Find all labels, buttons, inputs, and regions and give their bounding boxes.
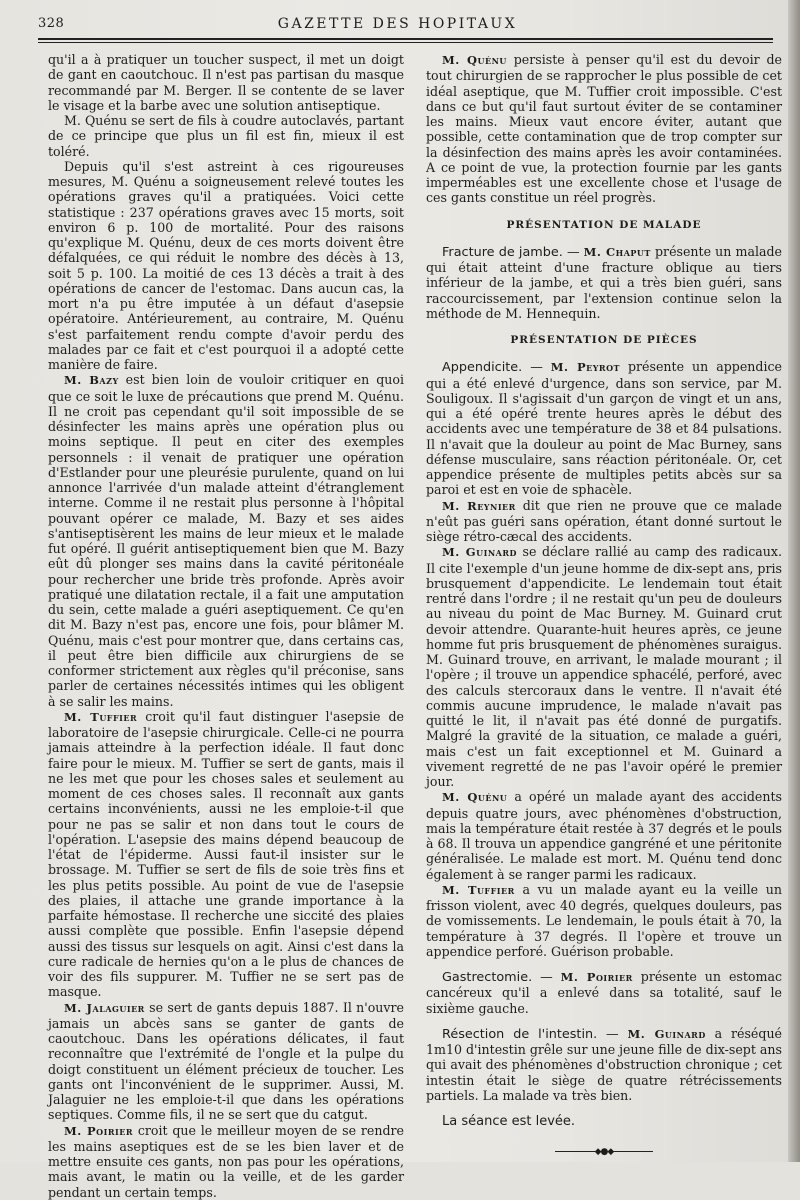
speaker-name: M. Tuffier: [64, 709, 138, 724]
journal-title: GAZETTE DES HOPITAUX: [277, 16, 518, 32]
run-in-title: Gastrectomie.: [442, 970, 533, 985]
paragraph: M. Jalaguier se sert de gants depuis 1887. Il n'ouvre jamais un abcès sans se ganter de gants de caoutchouc. Dans les opérations délicates, il faut reconnaître que l'extrémité de l'ongle et la pulpe du doigt constituent un élément précieux de toucher. Les gants ont l'inconvénient de le supprimer. Aussi, M. Jalaguier ne les emploie-t-il que dans les opérations septiques. Comme fils, il ne se sert que du catgut.: [48, 999, 405, 1123]
speaker-name: M. Quénu: [442, 790, 508, 805]
section-heading: PRÉSENTATION DE PIÈCES: [510, 334, 698, 346]
paragraph: Appendicite. — M. Peyrot présente un appendice qui a été enlevé d'urgence, dans son service, par M. Souligoux. Il s'agissait d'un garçon de vingt et un ans, qui a été opéré trente heures après le début des accidents avec une température de 38 et 84 pulsations. Il n'avait que la douleur au point de Mac Burney, sans défense musculaire, sans réaction péritonéale. Or, cet appendice présente de multiples petits abcès sur sa paroi et est en voie de sphacèle.: [426, 359, 782, 498]
paragraph: M. Bazy est bien loin de vouloir critiquer en quoi que ce soit le luxe de précautions que prend M. Quénu. Il ne croit pas cependant qu'il soit impossible de se désinfecter les mains après une opération plus ou moins septique. Il peut en citer des exemples personnels : il venait de pratiquer une opération d'Estlander pour une pleurésie purulente, quand on lui annonce l'arrivée d'un malade atteint d'étranglement interne. Comme il ne restait plus personne à l'hôpital pouvant opérer ce malade, M. Bazy et ses aides s'antiseptisèrent les mains de leur mieux et le malade fut opéré. Il guérit antiseptiquement bien que M. Bazy eût dû plonger ses mains dans la cavité péritonéale pour rechercher une bride très profonde. Après avoir pratiqué une dilatation rectale, il a fait une amputation du sein, cette malade a guéri aseptiquement. Ce qu'en dit M. Bazy n'est pas, encore une fois, pour blâmer M. Quénu, mais c'est pour montrer que, dans certains cas, il peut être bien difficile aux chirurgiens de se conformer strictement aux règles qu'il préconise, sans parler de certaines nécessités intimes qui les obligent à se salir les mains.: [48, 372, 404, 709]
paragraph: Depuis qu'il s'est astreint à ces rigoureuses mesures, M. Quénu a soigneusement relevé toutes les opérations graves qu'il a pratiquées. Voici cette statistique : 237 opérations graves avec 15 morts, soit environ 6 p. 100 de mortalité. Pour des raisons qu'explique M. Quénu, deux de ces morts doivent être défalquées, ce qui réduit le nombre des décès à 13, soit 5 p. 100. La moitié de ces 13 décès a trait à des opérations de cancer de l'estomac. Dans aucun cas, la mort n'a pu être imputée à un défaut d'asepsie opératoire. Antérieurement, au contraire, M. Quénu s'est parfaitement rendu compte d'avoir perdu des malades par ce fait et c'est pourquoi il a adopté cette manière de faire.: [48, 158, 404, 372]
header-rule-thin: [38, 42, 773, 43]
binding-edge: [788, 0, 800, 1162]
page-number: 328: [38, 16, 65, 31]
speaker-name: M. Reynier: [442, 498, 516, 513]
paragraph: M. Tuffier a vu un malade ayant eu la veille un frisson violent, avec 40 degrés, quelques douleurs, pas de vomissements. Le lendemain, le pouls était à 70, la température à 37 degrés. Il l'opère et trouve un appendice perforé. Guérison probable.: [426, 881, 783, 959]
paragraph: Résection de l'intestin. — M. Guinard a réséqué 1m10 d'intestin grêle sur une jeune fille de dix-sept ans qui avait des phénomènes d'obstruction chronique ; cet intestin était le siège de quatre rétrécissements partiels. La malade va très bien.: [426, 1025, 783, 1103]
speaker-name: M. Bazy: [64, 373, 119, 388]
spacer: [426, 1103, 782, 1113]
paragraph: M. Tuffier croit qu'il faut distinguer l'asepsie de laboratoire de l'asepsie chirurgicale. Celle-ci ne pourra jamais atteindre à la perfection idéale. Il faut donc faire pour le mieux. M. Tuffier se sert de gants, mais il ne les met que pour les choses sales et seulement au moment de ces choses sales. Il reconnaît aux gants certains inconvénients, aussi ne les emploie-t-il que pour ne pas se salir et non dans tout le cours de l'opération. L'asepsie des mains dépend beaucoup de l'état de l'épiderme. Aussi faut-il insister sur le brossage. M. Tuffier se sert de fils de soie très fins et les plus petits possible. Au point de vue de l'asepsie des plaies, il attache une grande importance à la parfaite hémostase. Il recherche une siccité des plaies aussi complète que possible. Enfin l'asepsie dépend aussi des tissus sur lesquels on agit. Ainsi c'est dans la cure radicale de hernies qu'on a le plus de chances de voir des fils suppurer. M. Tuffier ne se sert pas de masque.: [48, 708, 404, 1000]
paragraph: M. Quénu a opéré un malade ayant des accidents depuis quatre jours, avec phénomènes d'obstruction, mais la température était restée à 37 degrés et le pouls à 68. Il trouva un appendice gangréné et une péritonite généralisée. Le malade est mort. M. Quénu tend donc également à se ranger parmi les radicaux.: [426, 789, 782, 882]
paragraph: [426, 1113, 782, 1129]
speaker-name: M. Chaput: [583, 244, 651, 259]
run-in-title: Résection de l'intestin.: [442, 1026, 598, 1042]
speaker-name: M. Jalaguier: [64, 1000, 145, 1015]
run-in-title: Appendicite.: [442, 360, 523, 376]
speaker-name: M. Quénu: [442, 53, 507, 67]
speaker-name: M. Tuffier: [442, 882, 515, 897]
run-in-title: Fracture de jambe.: [442, 244, 563, 260]
right-column: [426, 52, 782, 1161]
speaker-name: M. Guinard: [627, 1026, 706, 1041]
speaker-name: M. Guinard: [442, 545, 517, 560]
header-rule-thick: [38, 38, 773, 40]
paragraph: Fracture de jambe. — M. Chaput présente un malade qui était atteint d'une fracture oblique au tiers inférieur de la jambe, et qui a très bien guéri, sans raccourcissement, par l'extension continue selon la méthode de M. Hennequin.: [426, 243, 783, 321]
paragraph: M. Quénu persiste à penser qu'il est du devoir de tout chirurgien de se rapprocher le plus possible de cet idéal aseptique, que M. Tuffier croit impossible. C'est dans ce but qu'il faut surtout éviter de se contaminer les mains. Mieux vaut encore éviter, autant que possible, cette contamination que de trop compter sur la désinfection des mains après les avoir contaminées. A ce point de vue, la protection fournie par les gants imperméables est une excellente chose et l'usage de ces gants constitue un réel progrès.: [426, 52, 782, 206]
closing-line: La séance est levée.: [442, 1114, 576, 1129]
speaker-name: M. Poirier: [560, 970, 633, 984]
speaker-name: M. Poirier: [64, 1123, 134, 1138]
paragraph: M. Poirier croit que le meilleur moyen de se rendre les mains aseptiques est de se les bien laver et de mettre ensuite ces gants, non pas pour les opérations, mais avant, le matin ou la veille, et de les garder pendant un certain temps.: [48, 1122, 404, 1200]
speaker-name: M. Peyrot: [550, 360, 620, 375]
paragraph: M. Guinard se déclare rallié au camp des radicaux. Il cite l'exemple d'un jeune homme de dix-sept ans, pris brusquement d'appendicite. Le lendemain tout était rentré dans l'ordre ; il ne restait qu'un peu de douleurs au niveau du point de Mac Burney. M. Guinard crut devoir attendre. Quarante-huit heures après, ce jeune homme fut pris brusquement de phénomènes suraigus. M. Guinard trouve, en arrivant, le malade mourant ; il l'opère ; il trouve un appendice sphacélé, perforé, avec des calculs stercoraux dans le ventre. Il n'avait été commis aucune imprudence, le malade n'avait pas quitté le lit, il n'avait pas été donné de purgatifs. Malgré la gravité de la situation, ce malade a guéri, mais c'est un fait exceptionnel et M. Guinard a vivement regretté de ne pas l'avoir opéré le premier jour.: [426, 544, 783, 789]
spacer: [426, 959, 782, 969]
section-heading: PRÉSENTATION DE MALADE: [506, 218, 702, 231]
page-header: [20, 12, 775, 38]
paragraph: qu'il a à pratiquer un toucher suspect, il met un doigt de gant en caoutchouc. Il n'est pas partisan du masque recommandé par M. Berger. Il se contente de se laver le visage et la barbe avec une solution antiseptique.: [48, 52, 404, 113]
paragraph: Gastrectomie. — M. Poirier présente un estomac cancéreux qu'il a enlevé dans sa totalité, sauf le sixième gauche.: [426, 969, 783, 1016]
paragraph: M. Quénu se sert de fils à coudre autoclavés, partant de ce principe que plus un fil est fin, mieux il est toléré.: [48, 113, 404, 159]
paragraph: M. Reynier dit que rien ne prouve que ce malade n'eût pas guéri sans opération, étant donné surtout le siège rétro-cæcal des accidents.: [426, 497, 783, 544]
spacer: [426, 1016, 782, 1026]
end-ornament: ◆●◆: [549, 1145, 659, 1160]
left-column: [48, 52, 404, 1200]
